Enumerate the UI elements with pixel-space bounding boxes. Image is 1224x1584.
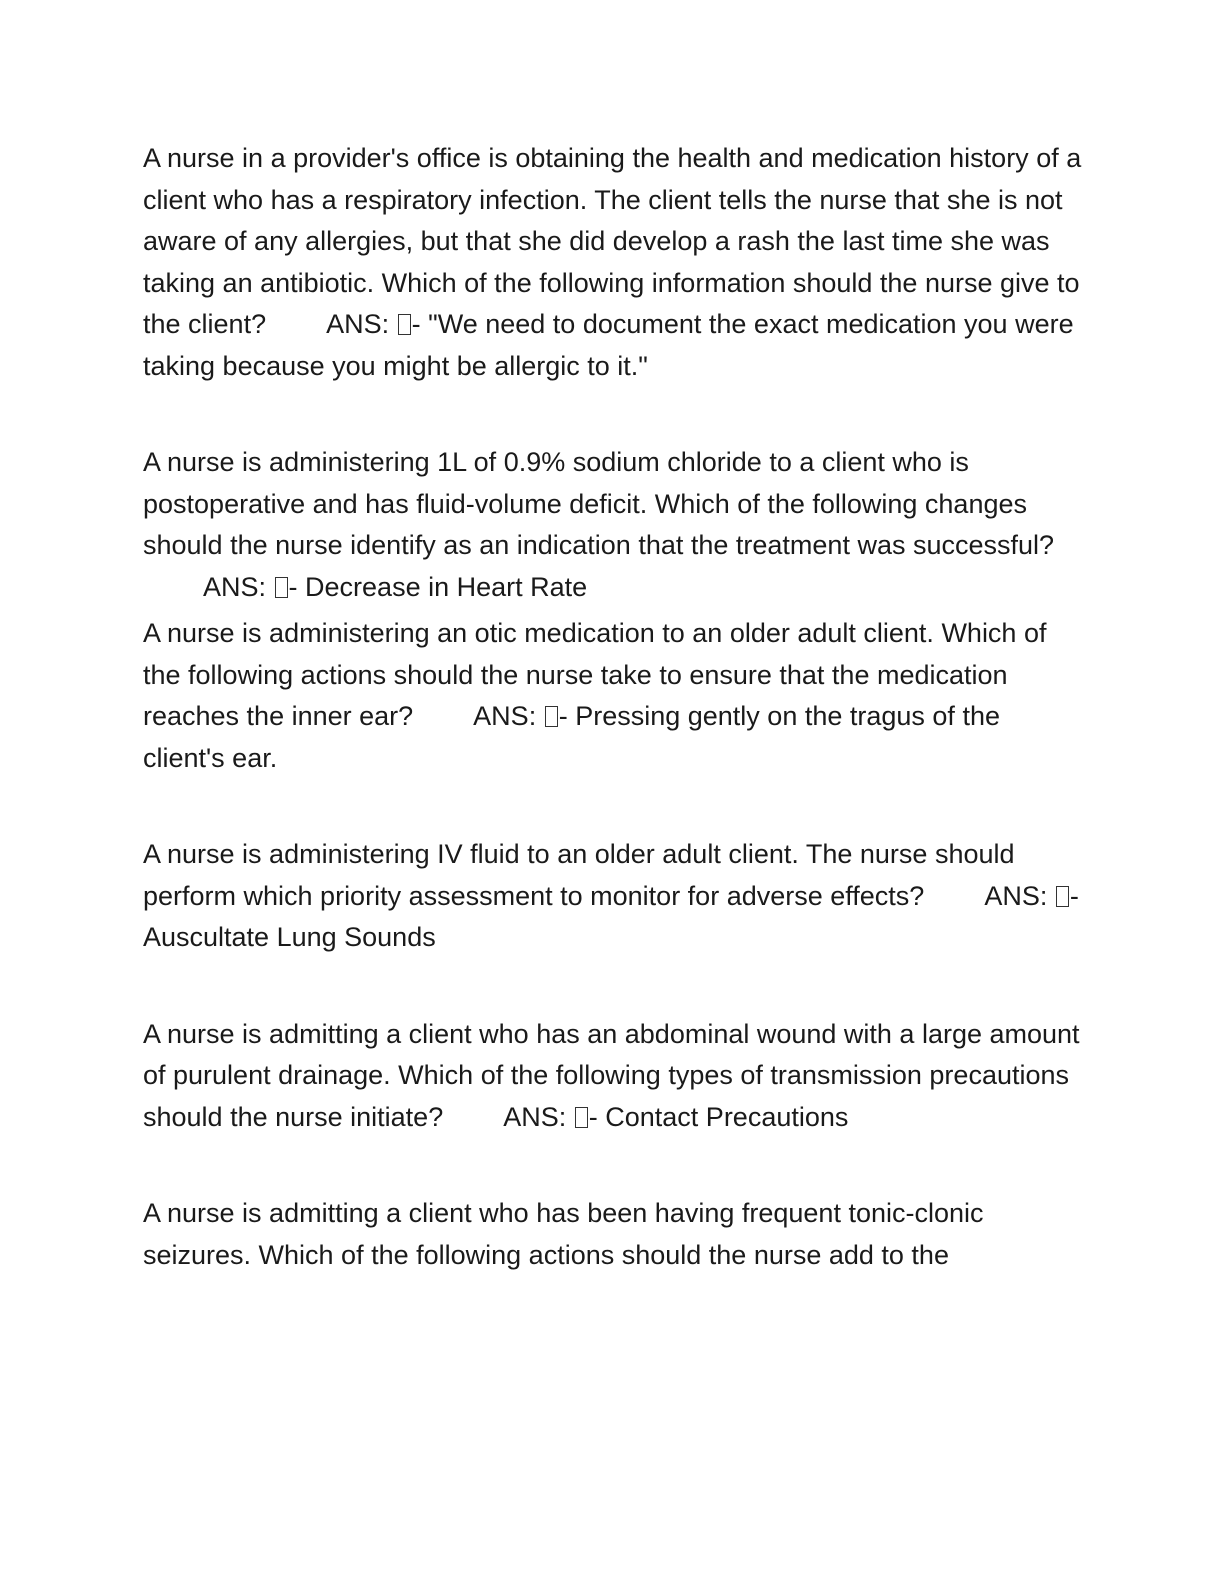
missing-glyph-icon <box>1056 886 1069 907</box>
qa-item-2 <box>143 442 1083 608</box>
qa-item-3 <box>143 613 1083 779</box>
question-text: A nurse is administering 1L of 0.9% sodium chloride to a client who is postoperative and has fluid-volume deficit. Which of the following changes should the nurse identify as an indication that the treatment was successful? <box>143 447 1055 560</box>
answer-label: ANS: <box>503 1101 567 1132</box>
answer-text: - "We need to document the exact medication you were taking because you might be allergic to it." <box>143 309 1074 381</box>
question-text: A nurse is admitting a client who has an abdominal wound with a large amount of purulent drainage. Which of the following types of transmission precautions should the nurse initiate? <box>143 1018 1080 1132</box>
question-text: A nurse is administering an otic medication to an older adult client. Which of the following actions should the nurse take to ensure that the medication reaches the inner ear? <box>143 618 1047 731</box>
answer-label: ANS: <box>326 309 390 339</box>
question-text: A nurse is admitting a client who has been having frequent tonic-clonic seizures. Which of the following actions should the nurse add to the <box>143 1198 984 1270</box>
answer-label: ANS: <box>473 701 537 731</box>
document-page <box>143 138 1083 1276</box>
missing-glyph-icon <box>575 1107 588 1128</box>
qa-item-1 <box>143 138 1083 387</box>
answer-text: - Pressing gently on the tragus of the client's ear. <box>143 701 1000 773</box>
question-text: A nurse in a provider's office is obtaining the health and medication history of a client who has a respiratory infection. The client tells the nurse that she is not aware of any allergies, but that she did develop a rash the last time she was taking an antibiotic. Which of the following information should the nurse give to the client? <box>143 143 1082 339</box>
answer-label: ANS: <box>984 880 1048 911</box>
missing-glyph-icon <box>545 706 558 727</box>
question-text: A nurse is administering IV fluid to an older adult client. The nurse should perform which priority assessment to monitor for adverse effects? <box>143 839 1015 911</box>
answer-text: - Auscultate Lung Sounds <box>143 880 1079 952</box>
answer-text: - Decrease in Heart Rate <box>288 571 588 602</box>
answer-text: - Contact Precautions <box>588 1101 849 1132</box>
qa-item-6 <box>143 1193 1083 1276</box>
missing-glyph-icon <box>275 577 288 598</box>
qa-item-5 <box>143 1014 1083 1139</box>
qa-item-4 <box>143 834 1083 959</box>
answer-label: ANS: <box>203 571 267 602</box>
missing-glyph-icon <box>398 314 411 335</box>
